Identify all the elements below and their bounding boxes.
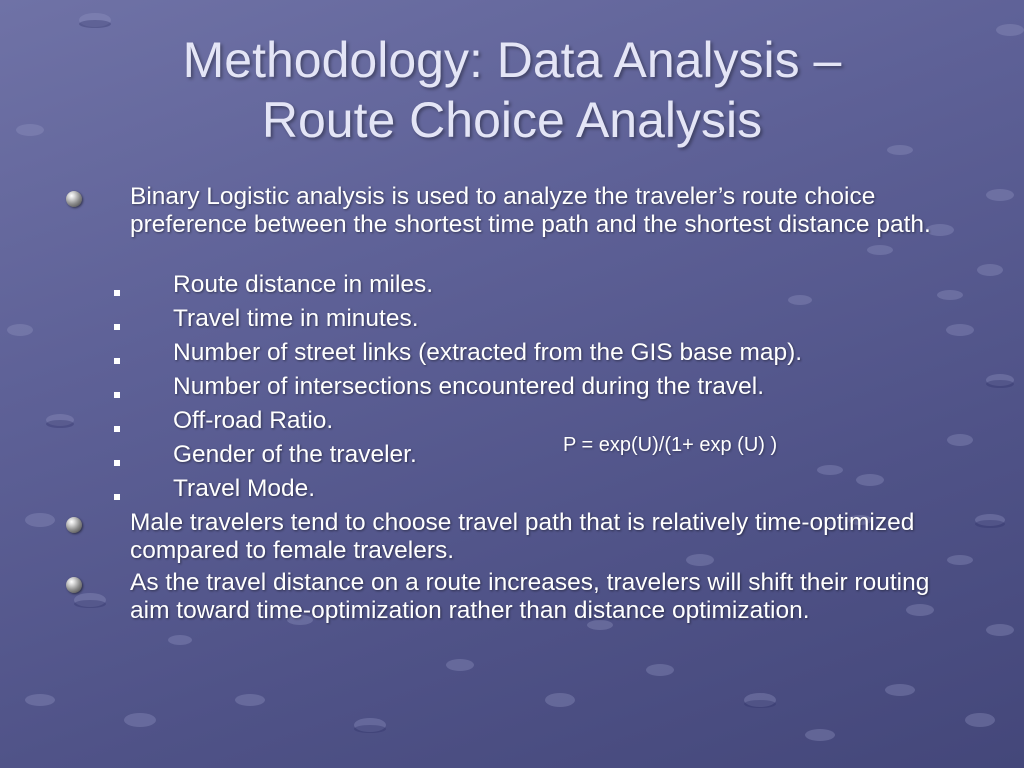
logit-formula: P = exp(U)/(1+ exp (U) ) [563, 434, 778, 456]
bullet-male-travelers: Male travelers tend to choose travel path that is relatively time-optimized compared to female travelers. [130, 509, 915, 564]
square-bullet-icon [114, 324, 120, 330]
slide-title-line-1: Methodology: Data Analysis – [182, 32, 842, 88]
square-bullet-icon [114, 426, 120, 432]
sub-bullet-route-distance: Route distance in miles. [173, 271, 434, 298]
sub-bullet-travel-mode: Travel Mode. [173, 475, 316, 502]
sub-bullet-off-road-ratio: Off-road Ratio. [173, 407, 334, 434]
sub-bullet-gender: Gender of the traveler. [173, 441, 417, 468]
sphere-bullet-icon [66, 191, 82, 207]
sphere-bullet-icon [66, 577, 82, 593]
square-bullet-icon [114, 358, 120, 364]
sub-bullet-intersections: Number of intersections encountered during the travel. [173, 373, 765, 400]
bullet-binary-logistic: Binary Logistic analysis is used to analyze the traveler’s route choice preference between the shortest time path and the shortest distance path. [130, 183, 931, 238]
sphere-bullet-icon [66, 517, 82, 533]
square-bullet-icon [114, 494, 120, 500]
sub-bullet-street-links: Number of street links (extracted from the GIS base map). [173, 339, 803, 366]
slide-title-line-2: Route Choice Analysis [261, 92, 763, 148]
square-bullet-icon [114, 392, 120, 398]
sub-bullet-travel-time: Travel time in minutes. [173, 305, 419, 332]
square-bullet-icon [114, 460, 120, 466]
bullet-travel-distance: As the travel distance on a route increases, travelers will shift their routing aim toward time-optimization rather than distance optimization. [130, 569, 930, 624]
square-bullet-icon [114, 290, 120, 296]
